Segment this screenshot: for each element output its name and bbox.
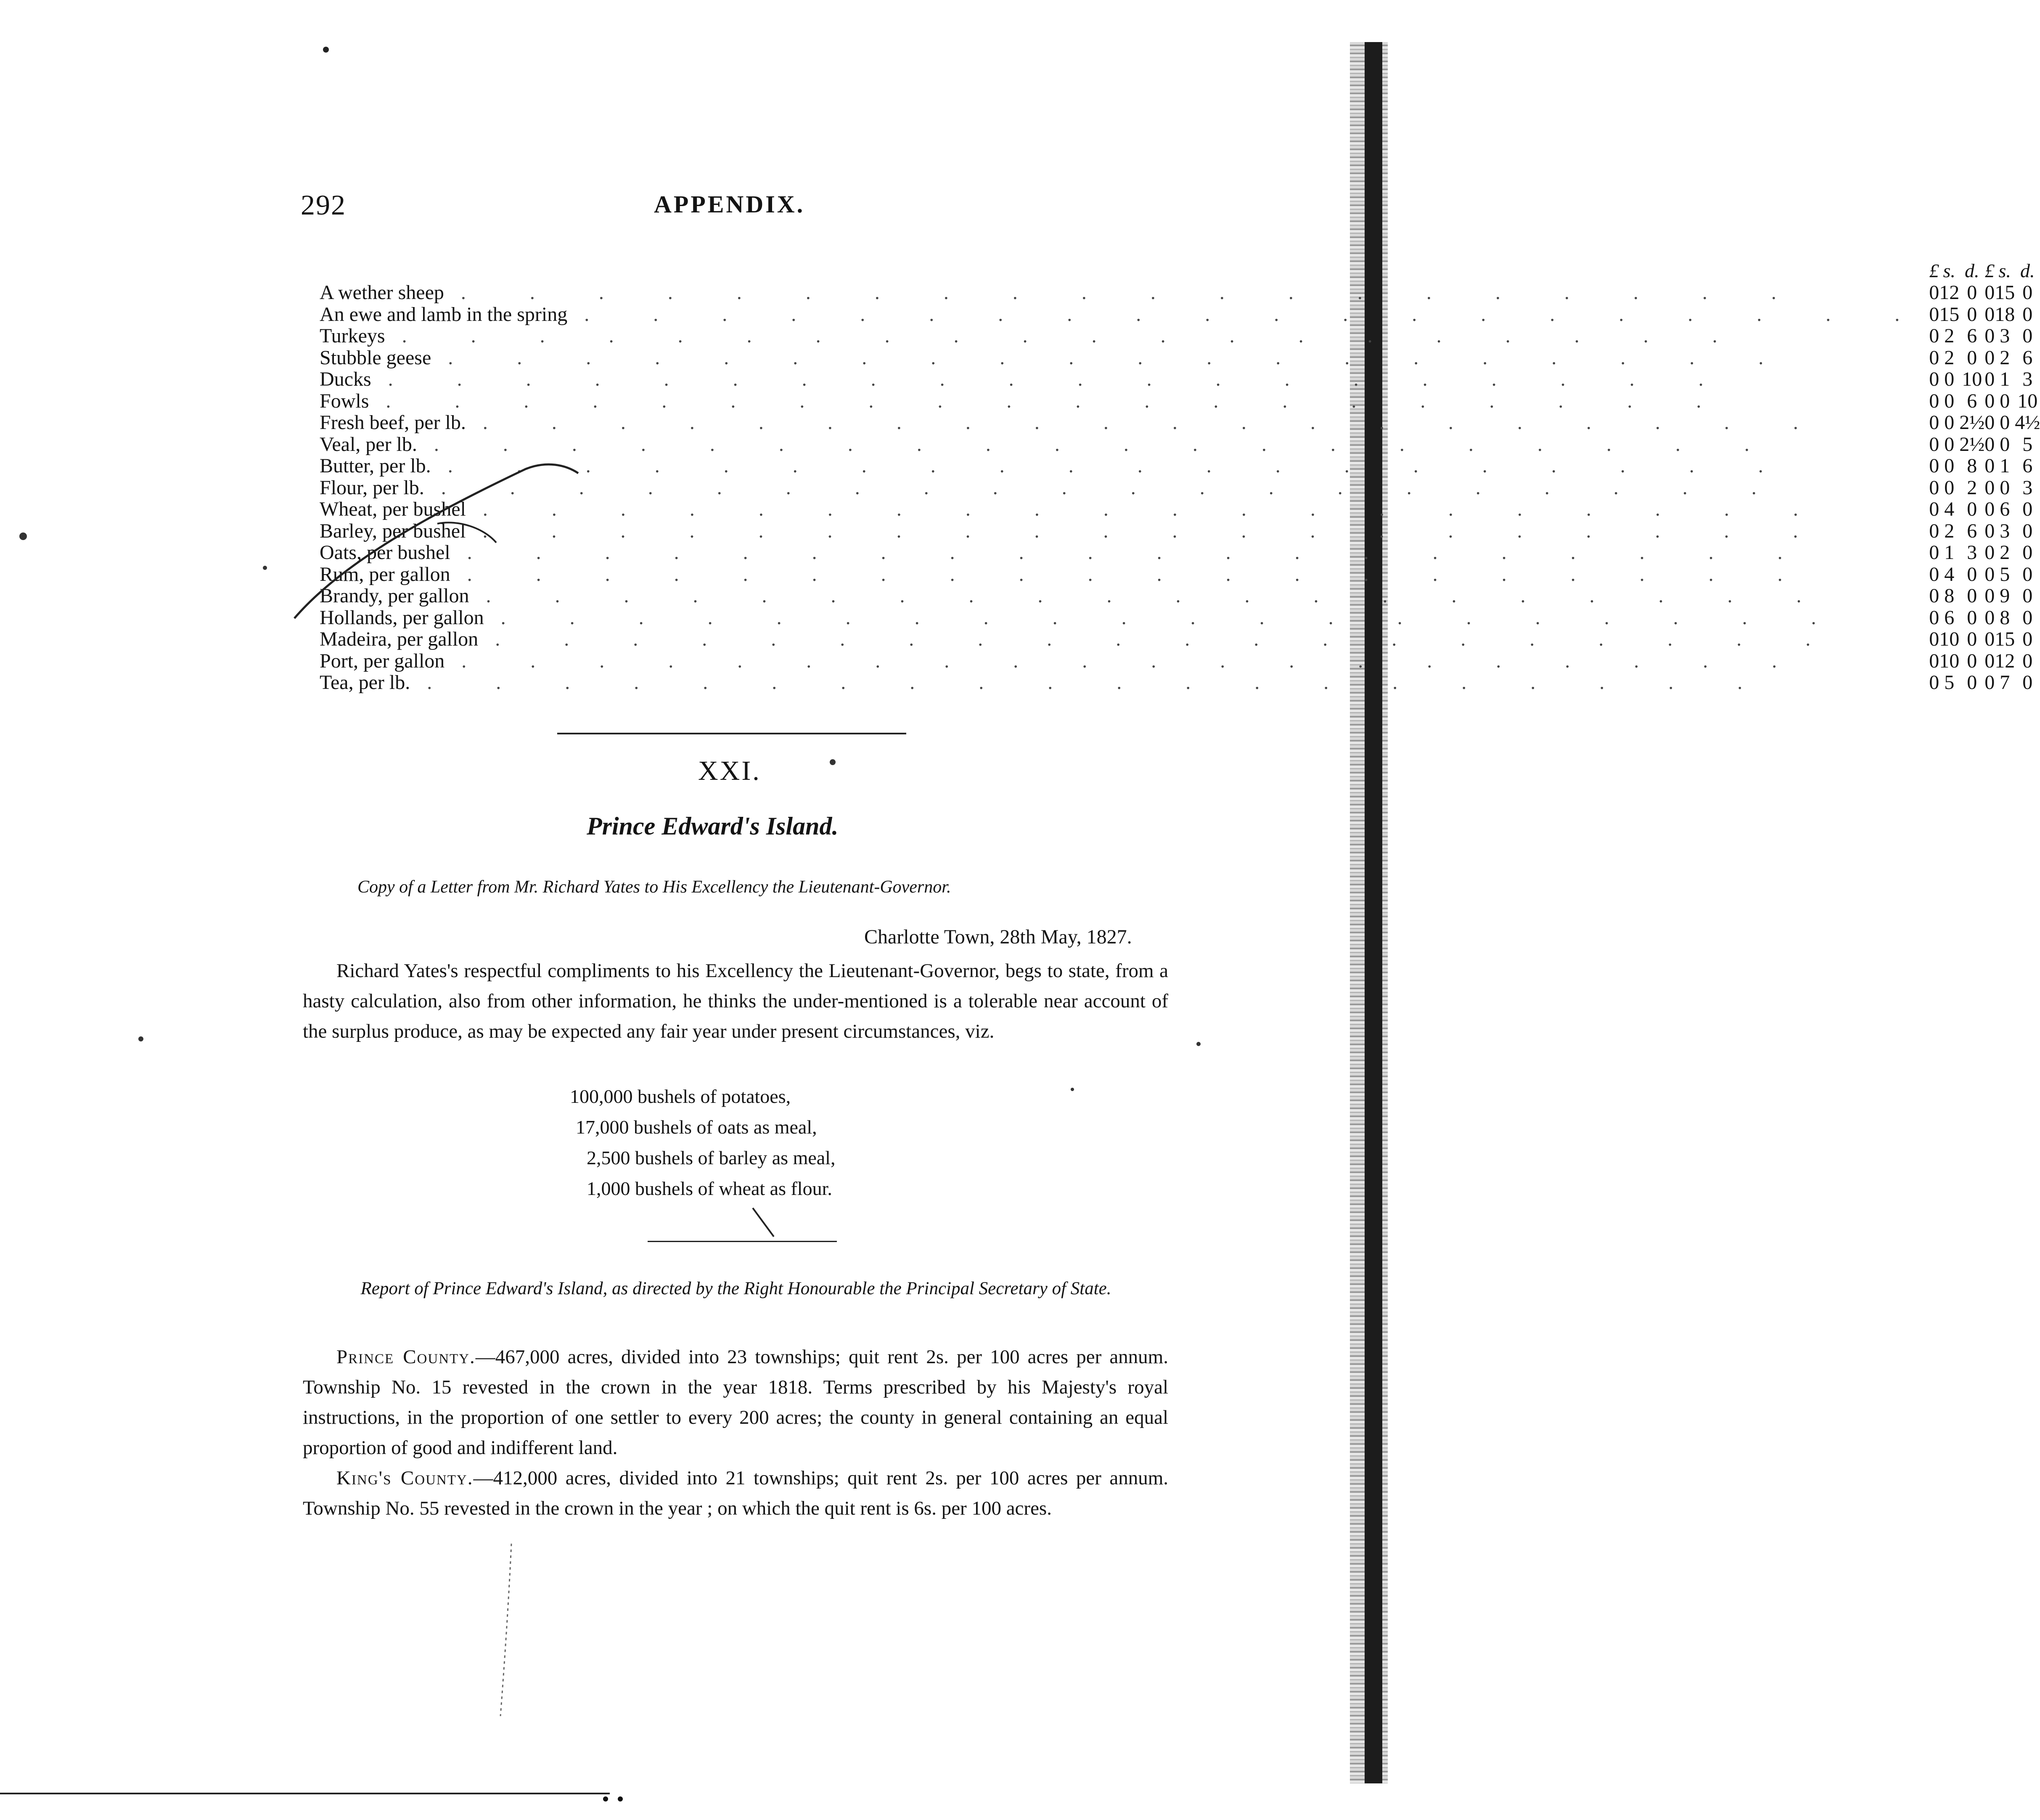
col-pence-low: d. [1964, 260, 1979, 281]
high-pounds: 0 [1984, 541, 1995, 564]
high-shillings: 15 [1995, 281, 2015, 304]
high-shillings: 5 [2000, 563, 2010, 585]
item-label: An ewe and lamb in the spring [320, 303, 568, 326]
low-pence: 8 [1967, 455, 1977, 477]
low-shillings: 0 [1944, 368, 1955, 390]
high-pounds: 0 [1984, 519, 1995, 542]
low-pounds: 0 [1929, 649, 1939, 672]
produce-item-wheat: 1,000 bushels of wheat as flour. [587, 1178, 832, 1199]
high-shillings: 0 [2000, 389, 2010, 412]
high-pounds: 0 [1984, 389, 1995, 412]
high-shillings: 0 [2000, 476, 2010, 499]
col-pounds-low: £ [1929, 260, 1939, 281]
item-label: Hollands, per gallon [320, 606, 484, 629]
report-heading: Report of Prince Edward's Island, as directed by the Right Honourable the Principal Secretary of State. [360, 1279, 1111, 1298]
high-shillings: 3 [2000, 325, 2010, 347]
high-shillings: 0 [2000, 433, 2010, 456]
low-pence: 0 [1967, 303, 1977, 326]
high-shillings: 1 [2000, 455, 2010, 477]
high-pounds: 0 [1984, 606, 1995, 629]
page-number: 292 [301, 189, 346, 221]
dot-leader: . . . . . . . . . . . . . . . . . . . . [467, 541, 1812, 564]
high-pence: 0 [2022, 649, 2033, 672]
low-shillings: 10 [1939, 649, 1960, 672]
high-shillings: 9 [2000, 585, 2010, 607]
low-pounds: 0 [1929, 585, 1939, 607]
high-shillings: 0 [2000, 411, 2010, 434]
low-shillings: 12 [1939, 281, 1960, 304]
item-label: Fresh beef, per lb. [320, 411, 466, 434]
item-label: Madeira, per gallon [320, 628, 479, 650]
high-pence: 0 [2022, 563, 2033, 585]
kings-county-text: —412,000 acres, divided into 21 townships; quit rent 2s. per 100 acres per annum. Township No. 55 revested in the crown in the year ; on which the quit rent is 6s. per 100 acres. [303, 1467, 1168, 1519]
low-shillings: 5 [1944, 671, 1955, 694]
item-label: Rum, per gallon [320, 563, 450, 585]
item-label: Brandy, per gallon [320, 585, 469, 607]
item-label: Port, per gallon [320, 649, 445, 672]
item-label: Flour, per lb. [320, 476, 424, 499]
low-shillings: 0 [1944, 476, 1955, 499]
low-pence: 0 [1967, 585, 1977, 607]
dot-leader: . . . . . . . . . . . . . . . . . . . . [500, 606, 1846, 629]
low-pence: 2½ [1959, 433, 1985, 456]
high-pounds: 0 [1984, 433, 1995, 456]
dot-leader: . . . . . . . . . . . . . . . . . . . . [448, 346, 1793, 369]
low-shillings: 2 [1944, 519, 1955, 542]
low-pence: 2½ [1959, 411, 1985, 434]
low-shillings: 2 [1944, 346, 1955, 369]
high-pence: 10 [2017, 389, 2038, 412]
low-pence: 2 [1967, 476, 1977, 499]
dot-leader: . . . . . . . . . . . . . . . . . . . . [482, 519, 1828, 542]
low-shillings: 0 [1944, 411, 1955, 434]
item-label: Oats, per bushel [320, 541, 450, 564]
low-pence: 6 [1967, 389, 1977, 412]
low-pence: 0 [1967, 606, 1977, 629]
col-shillings-low: s. [1943, 260, 1955, 281]
dot-leader: . . . . . . . . . . . . . . . . . . . . [460, 281, 1806, 304]
low-pounds: 0 [1929, 498, 1939, 520]
letter-heading: Copy of a Letter from Mr. Richard Yates to His Excellency the Lieutenant-Governor. [357, 877, 951, 897]
item-label: Wheat, per bushel [320, 498, 466, 520]
letter-dateline: Charlotte Town, 28th May, 1827. [864, 926, 1132, 948]
low-pounds: 0 [1929, 628, 1939, 650]
low-shillings: 0 [1944, 455, 1955, 477]
dot-leader: . . . . . . . . . . . . . . . . . . . . [482, 498, 1828, 520]
section-title: Prince Edward's Island. [587, 812, 839, 840]
high-pounds: 0 [1984, 455, 1995, 477]
dot-leader: . . . . . . . . . . . . . . . . . . . . [495, 628, 1840, 650]
low-pence: 0 [1967, 281, 1977, 304]
high-pence: 0 [2022, 585, 2033, 607]
low-pounds: 0 [1929, 541, 1939, 564]
dot-leader: . . . . . . . . . . . . . . . . . . . . [386, 389, 1731, 412]
low-pounds: 0 [1929, 325, 1939, 347]
high-shillings: 12 [1995, 649, 2015, 672]
low-shillings: 15 [1939, 303, 1960, 326]
high-pounds: 0 [1984, 368, 1995, 390]
col-shillings-high: s. [1998, 260, 2011, 281]
low-shillings: 4 [1944, 563, 1955, 585]
produce-item-barley: 2,500 bushels of barley as meal, [587, 1147, 836, 1168]
high-pounds: 0 [1984, 671, 1995, 694]
item-label: A wether sheep [320, 281, 444, 304]
item-label: Ducks [320, 368, 371, 390]
col-pence-high: d. [2020, 260, 2035, 281]
produce-item-oats: 17,000 bushels of oats as meal, [576, 1116, 817, 1138]
low-pence: 0 [1967, 498, 1977, 520]
low-pounds: 0 [1929, 281, 1939, 304]
high-shillings: 18 [1995, 303, 2015, 326]
high-pounds: 0 [1984, 498, 1995, 520]
high-pence: 0 [2022, 671, 2033, 694]
high-pence: 3 [2022, 368, 2033, 390]
high-shillings: 8 [2000, 606, 2010, 629]
low-pence: 6 [1967, 519, 1977, 542]
high-pounds: 0 [1984, 563, 1995, 585]
dot-leader: . . . . . . . . . . . . . . . . . . . . [467, 563, 1812, 585]
low-pence: 0 [1967, 563, 1977, 585]
low-pounds: 0 [1929, 389, 1939, 412]
letter-paragraph: Richard Yates's respectful compliments to his Excellency the Lieutenant-Governor, begs to state, from a hasty calculation, also from other information, he thinks the under-mentioned is a tolerable near account of the surplus produce, as may be expected any fair year under present circumstances, viz. [303, 960, 1168, 1042]
low-pounds: 0 [1929, 455, 1939, 477]
high-pounds: 0 [1984, 281, 1995, 304]
low-pounds: 0 [1929, 433, 1939, 456]
high-pence: 0 [2022, 519, 2033, 542]
high-shillings: 2 [2000, 346, 2010, 369]
high-pence: 0 [2022, 606, 2033, 629]
low-pounds: 0 [1929, 476, 1939, 499]
low-pence: 0 [1967, 671, 1977, 694]
low-shillings: 2 [1944, 325, 1955, 347]
low-pence: 0 [1967, 649, 1977, 672]
low-shillings: 4 [1944, 498, 1955, 520]
high-pounds: 0 [1984, 649, 1995, 672]
low-pence: 10 [1962, 368, 1982, 390]
dot-leader: . . . . . . . . . . . . . . . . . . . . [434, 433, 1779, 456]
dot-leader: . . . . . . . . . . . . . . . . . . . . [388, 368, 1733, 390]
item-label: Turkeys [320, 325, 385, 347]
prince-county-name: Prince County. [336, 1346, 476, 1368]
low-pounds: 0 [1929, 606, 1939, 629]
col-pounds-high: £ [1984, 260, 1995, 281]
high-pence: 0 [2022, 628, 2033, 650]
high-pence: 5 [2022, 433, 2033, 456]
item-label: Tea, per lb. [320, 671, 410, 694]
high-pounds: 0 [1984, 585, 1995, 607]
low-shillings: 6 [1944, 606, 1955, 629]
high-pence: 0 [2022, 281, 2033, 304]
high-shillings: 3 [2000, 519, 2010, 542]
high-shillings: 15 [1995, 628, 2015, 650]
dot-leader: . . . . . . . . . . . . . . . . . . . . [441, 476, 1786, 499]
low-pounds: 0 [1929, 346, 1939, 369]
high-pence: 6 [2022, 455, 2033, 477]
running-head: APPENDIX. [654, 191, 805, 218]
low-pence: 0 [1967, 628, 1977, 650]
item-label: Butter, per lb. [320, 455, 431, 477]
dot-leader: . . . . . . . . . . . . . . . . . . . . [486, 585, 1831, 607]
item-label: Barley, per bushel [320, 519, 466, 542]
item-label: Veal, per lb. [320, 433, 417, 456]
high-pounds: 0 [1984, 325, 1995, 347]
section-number: XXI. [698, 755, 761, 786]
dot-leader: . . . . . . . . . . . . . . . . . . . . [402, 325, 1747, 347]
low-shillings: 10 [1939, 628, 1960, 650]
high-pence: 0 [2022, 541, 2033, 564]
dot-leader: . . . . . . . . . . . . . . . . . . . . [482, 411, 1828, 434]
low-shillings: 0 [1944, 389, 1955, 412]
high-pence: 0 [2022, 303, 2033, 326]
dot-leader: . . . . . . . . . . . . . . . . . . . . [461, 649, 1807, 672]
low-pence: 0 [1967, 346, 1977, 369]
high-shillings: 6 [2000, 498, 2010, 520]
low-pounds: 0 [1929, 671, 1939, 694]
high-pence: 0 [2022, 325, 2033, 347]
item-label: Stubble geese [320, 346, 431, 369]
low-pounds: 0 [1929, 303, 1939, 326]
high-shillings: 2 [2000, 541, 2010, 564]
high-pence: 4½ [2015, 411, 2040, 434]
low-shillings: 0 [1944, 433, 1955, 456]
high-pence: 0 [2022, 498, 2033, 520]
low-shillings: 8 [1944, 585, 1955, 607]
low-pounds: 0 [1929, 411, 1939, 434]
low-pounds: 0 [1929, 563, 1939, 585]
low-pounds: 0 [1929, 519, 1939, 542]
high-pence: 6 [2022, 346, 2033, 369]
high-pounds: 0 [1984, 476, 1995, 499]
dot-leader: . . . . . . . . . . . . . . . . . . . . [447, 455, 1793, 477]
high-shillings: 1 [2000, 368, 2010, 390]
low-pounds: 0 [1929, 368, 1939, 390]
dot-leader: . . . . . . . . . . . . . . . . . . . . [584, 303, 1929, 326]
high-pounds: 0 [1984, 303, 1995, 326]
low-pence: 6 [1967, 325, 1977, 347]
high-pounds: 0 [1984, 628, 1995, 650]
dot-leader: . . . . . . . . . . . . . . . . . . . . [427, 671, 1772, 694]
prince-county-text: —467,000 acres, divided into 23 townships; quit rent 2s. per 100 acres per annum. Township No. 15 revested in the crown in the year 1818. Terms prescribed by his Majesty's royal instructions, in the proportion of one settler to every 200 acres; the county in general containing an equal proportion of good and indifferent land. [303, 1346, 1168, 1459]
high-shillings: 7 [2000, 671, 2010, 694]
high-pounds: 0 [1984, 346, 1995, 369]
low-pence: 3 [1967, 541, 1977, 564]
high-pence: 3 [2022, 476, 2033, 499]
high-pounds: 0 [1984, 411, 1995, 434]
produce-item-potatoes: 100,000 bushels of potatoes, [570, 1086, 791, 1107]
item-label: Fowls [320, 389, 369, 412]
kings-county-name: King's County. [336, 1467, 474, 1489]
low-shillings: 1 [1944, 541, 1955, 564]
